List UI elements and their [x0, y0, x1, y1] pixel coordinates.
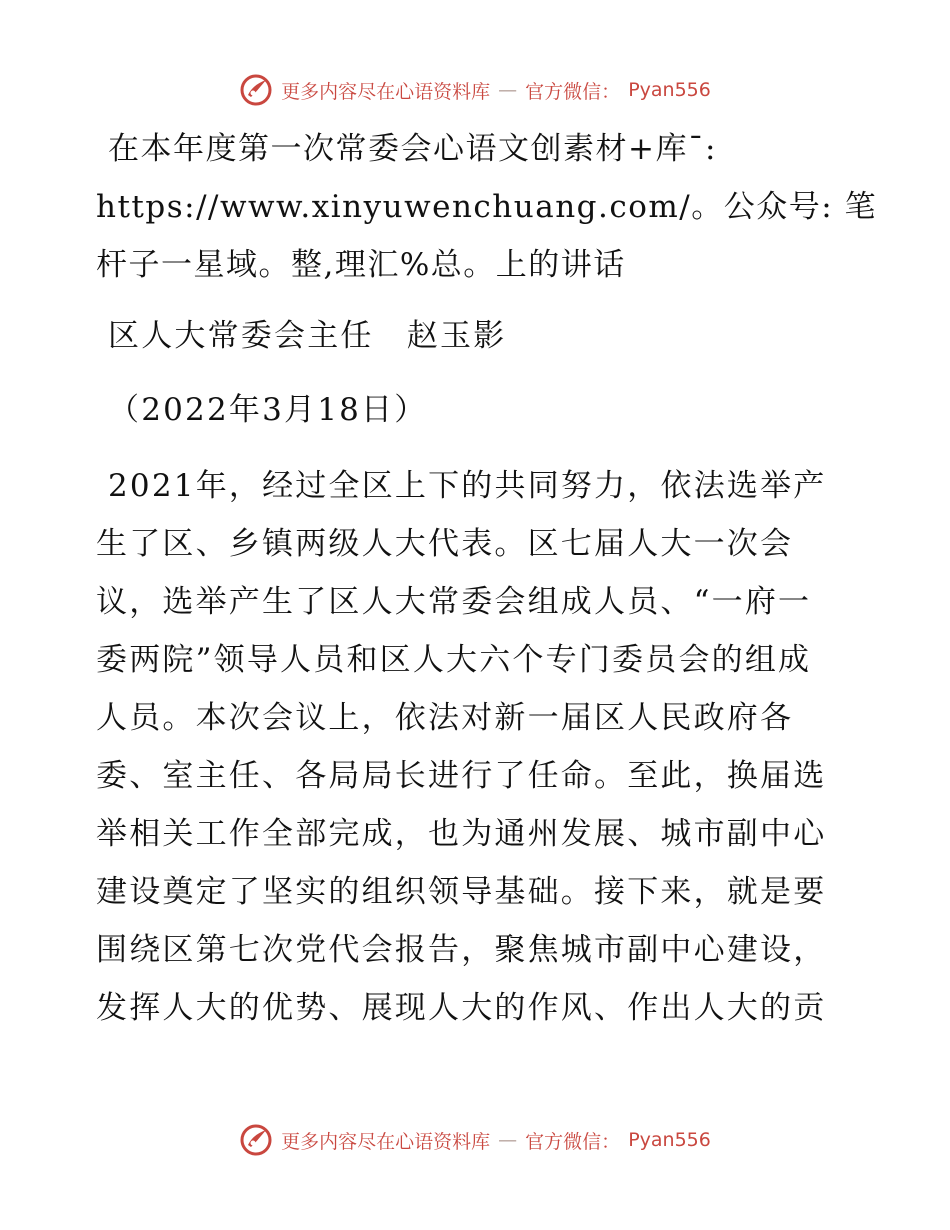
speech-title	[96, 120, 878, 294]
body-line: 委两院”领导人员和区人大六个专门委员会的组成	[96, 642, 812, 678]
banner-wechat-label: 官方微信：	[525, 80, 621, 103]
banner-wechat-label: 官方微信：	[525, 1130, 621, 1153]
body-line: 举相关工作全部完成，也为通州发展、城市副中心	[96, 816, 827, 852]
banner-text: 更多内容尽在心语资料库	[281, 1130, 491, 1153]
body-line: 2021年，经过全区上下的共同努力，依法选举产	[108, 468, 827, 504]
title-line: 在本年度第一次常委会心语文创素材+库¯:	[108, 131, 717, 167]
speech-date	[96, 381, 856, 439]
body-paragraph	[96, 457, 856, 1037]
body-line: 围绕区第七次党代会报告，聚焦城市副中心建设，	[96, 932, 827, 968]
body-line: 议，选举产生了区人大常委会组成人员、“一府一	[96, 584, 812, 620]
title-line: 杆子一星域。整,理汇%总。上的讲话	[96, 247, 626, 283]
footer-banner	[0, 1120, 950, 1160]
speaker-line	[96, 307, 856, 365]
banner-dash: —	[498, 1129, 518, 1151]
body-line: 委、室主任、各局局长进行了任命。至此，换届选	[96, 758, 827, 794]
title-line: https://www.xinyuwenchuang.com/。公众号: 笔	[96, 189, 878, 225]
logo-icon	[239, 1123, 273, 1157]
banner-dash: —	[498, 79, 518, 101]
date-text: （2022年3月18日）	[108, 392, 428, 428]
speaker-name: 区人大常委会主任 赵玉影	[108, 318, 507, 354]
body-line: 人员。本次会议上，依法对新一届区人民政府各	[96, 700, 794, 736]
banner-wechat-id: Pyan556	[628, 79, 711, 101]
banner-wechat-id: Pyan556	[628, 1129, 711, 1151]
body-line: 生了区、乡镇两级人大代表。区七届人大一次会	[96, 526, 794, 562]
logo-icon	[239, 73, 273, 107]
header-banner	[0, 70, 950, 110]
banner-text: 更多内容尽在心语资料库	[281, 80, 491, 103]
body-line: 建设奠定了坚实的组织领导基础。接下来，就是要	[96, 874, 827, 910]
document-body	[96, 120, 878, 1037]
body-line: 发挥人大的优势、展现人大的作风、作出人大的贡	[96, 990, 827, 1026]
